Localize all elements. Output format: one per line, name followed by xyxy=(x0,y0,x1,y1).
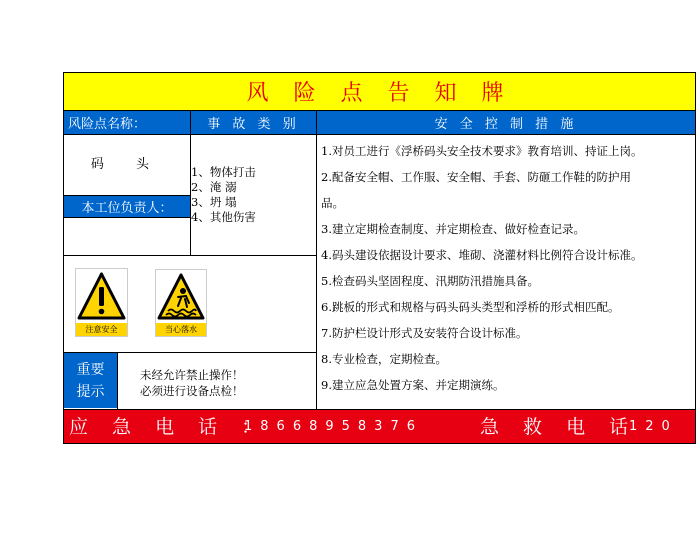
rescue-phone-number: 120 xyxy=(629,419,678,434)
caution-safety-sign xyxy=(75,268,128,337)
control-measures-list xyxy=(317,136,695,408)
important-label-line: 重要 xyxy=(76,361,105,378)
accident-type-item: 3、坍 塌 xyxy=(191,195,237,209)
emergency-phone-number: 18668958376 xyxy=(244,419,423,434)
exclamation-warning-icon xyxy=(76,270,127,324)
sign-label: 当心落水 xyxy=(156,323,206,336)
important-label xyxy=(64,353,117,408)
measure-item: 2.配备安全帽、工作服、安全帽、手套、防砸工作鞋的防护用 xyxy=(321,170,631,184)
sign-label: 注意安全 xyxy=(76,323,127,336)
divider xyxy=(64,255,317,256)
control-measures-header: 安 全 控 制 措 施 xyxy=(317,111,695,135)
measure-item: 品。 xyxy=(321,196,344,210)
measure-item: 7.防护栏设计形式及安装符合设计标准。 xyxy=(321,326,528,340)
measure-item: 9.建立应急处置方案、并定期演练。 xyxy=(321,378,505,392)
board-title: 风 险 点 告 知 牌 xyxy=(64,73,695,111)
risk-point-name: 码 头 xyxy=(90,157,164,172)
emergency-phone-label: 应 急 电 话 ： xyxy=(69,416,270,438)
responsible-name xyxy=(64,219,190,255)
emergency-footer xyxy=(64,409,695,443)
note-item: 未经允许禁止操作！ xyxy=(140,368,244,382)
drowning-warning-icon xyxy=(156,271,206,324)
measure-item: 6.跳板的形式和规格与码头码头类型和浮桥的形式相匹配。 xyxy=(321,300,620,314)
accident-type-item: 4、其他伤害 xyxy=(191,210,256,224)
risk-point-header: 风险点名称： xyxy=(64,111,190,135)
measure-item: 1.对员工进行《浮桥码头安全技术要求》教育培训、持证上岗。 xyxy=(321,144,643,158)
accident-type-list xyxy=(191,165,316,225)
beware-falling-water-sign xyxy=(155,269,207,337)
responsible-label: 本工位负责人： xyxy=(64,195,190,218)
important-notes xyxy=(140,367,244,399)
measure-item: 3.建立定期检查制度、并定期检查、做好检查记录。 xyxy=(321,222,585,236)
measure-item: 5.检查码头坚固程度、汛期防汛措施具备。 xyxy=(321,274,539,288)
risk-notice-board xyxy=(63,72,696,444)
important-label-line: 提示 xyxy=(76,383,105,400)
accident-type-item: 1、物体打击 xyxy=(191,165,256,179)
rescue-phone-label: 急 救 电 话 xyxy=(480,416,638,438)
measure-item: 4.码头建设依据设计要求、堆砌、浇灌材料比例符合设计标准。 xyxy=(321,248,643,262)
accident-type-header: 事 故 类 别 xyxy=(191,111,316,135)
note-item: 必须进行设备点检！ xyxy=(140,384,244,398)
divider xyxy=(117,352,118,409)
accident-type-item: 2、淹 溺 xyxy=(191,180,237,194)
measure-item: 8.专业检查，定期检查。 xyxy=(321,352,447,366)
